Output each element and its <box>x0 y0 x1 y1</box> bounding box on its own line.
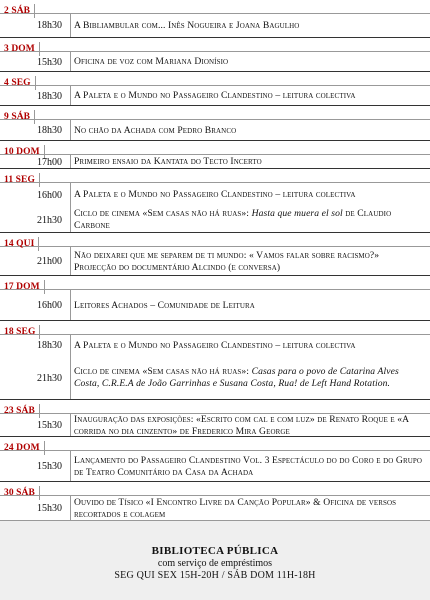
day-header <box>0 482 430 496</box>
day-block <box>0 482 430 521</box>
event-time: 17h00 <box>37 156 62 168</box>
day-header <box>0 321 430 335</box>
day-label: 18 SEG <box>0 325 40 339</box>
film-title: Hasta que muera el sol <box>251 208 343 219</box>
event-row <box>0 183 430 207</box>
day-label: 23 SÁB <box>0 404 40 418</box>
library-title: BIBLIOTECA PÚBLICA <box>151 545 279 557</box>
event-time: 15h30 <box>37 56 62 68</box>
event-row <box>0 496 430 521</box>
day-header <box>0 106 430 120</box>
event-description <box>66 340 430 352</box>
event-text: Ciclo de cinema «Sem casas não há ruas»: <box>74 208 252 219</box>
event-time: 15h30 <box>37 420 62 431</box>
day-label: 30 SÁB <box>0 486 40 500</box>
day-block <box>0 437 430 482</box>
event-time: 21h30 <box>37 372 62 384</box>
event-description <box>66 90 430 102</box>
day-label: 4 SEG <box>0 76 36 90</box>
library-subtitle: com serviço de empréstimos <box>157 558 273 569</box>
event-description <box>66 497 430 521</box>
event-row <box>0 120 430 141</box>
day-label: 9 SÁB <box>0 110 35 124</box>
day-block <box>0 38 430 72</box>
event-row <box>0 414 430 437</box>
day-block <box>0 169 430 233</box>
day-block <box>0 321 430 400</box>
event-time: 21h00 <box>37 256 62 267</box>
day-label: 14 QUI <box>0 237 39 251</box>
day-block <box>0 276 430 321</box>
event-row <box>0 52 430 72</box>
day-label: 24 DOM <box>0 441 45 455</box>
day-label: 17 DOM <box>0 280 45 294</box>
library-info <box>0 520 430 600</box>
library-hours: SEG QUI SEX 15H-20H / SÁB DOM 11H-18H <box>114 570 316 581</box>
event-text: Leitores Achados – Comunidade de Leitura <box>74 299 255 311</box>
event-description <box>66 300 430 312</box>
day-block <box>0 233 430 276</box>
day-header <box>0 437 430 451</box>
event-time: 18h30 <box>37 340 62 351</box>
day-header <box>0 38 430 52</box>
event-text: A Paleta e o Mundo no Passageiro Clandestino – leitura colectiva <box>74 339 356 351</box>
event-time: 18h30 <box>37 90 62 102</box>
event-time: 18h30 <box>37 125 62 136</box>
day-header <box>0 400 430 414</box>
day-header <box>0 233 430 247</box>
day-block <box>0 106 430 141</box>
event-row <box>0 335 430 356</box>
event-text: A Bibliambular com... Inês Nogueira e Joana Bagulho <box>74 19 300 31</box>
event-row <box>0 207 430 233</box>
day-label: 10 DOM <box>0 145 45 159</box>
event-text: de Claudio Carbone <box>74 208 392 231</box>
day-header <box>0 276 430 290</box>
event-text: Primeiro ensaio da Kantata do Tecto Incerto <box>74 156 262 167</box>
event-description <box>66 414 430 438</box>
event-row <box>0 86 430 106</box>
event-description <box>66 366 430 390</box>
day-header <box>0 72 430 86</box>
day-block <box>0 141 430 169</box>
day-label: 3 DOM <box>0 42 40 56</box>
event-text: Lançamento do Passageiro Clandestino Vol. 3 Espectáculo do do Coro e do Grupo de Teatro Comunitário da Casa da Achada <box>74 454 423 478</box>
event-time: 21h30 <box>37 214 62 226</box>
film-title: Casas para o povo de Catarina Alves Costa, C.R.E.A de João Garrinhas e Susana Costa, Rua! de Left Hand Rotation. <box>74 366 399 389</box>
event-row <box>0 14 430 37</box>
day-header <box>0 169 430 183</box>
event-row <box>0 290 430 321</box>
day-header <box>0 0 430 14</box>
event-description <box>66 250 430 274</box>
day-label: 11 SEG <box>0 173 40 187</box>
event-time: 18h30 <box>37 20 62 31</box>
event-time: 15h30 <box>37 503 62 514</box>
event-description <box>66 455 430 479</box>
event-text: Oficina de voz com Mariana Dionísio <box>74 56 229 67</box>
event-description <box>66 56 430 68</box>
day-block <box>0 72 430 106</box>
event-row <box>0 155 430 169</box>
event-time: 16h00 <box>37 189 62 201</box>
event-text: Ciclo de cinema «Sem casas não há ruas»: <box>74 366 252 377</box>
event-text: Não deixarei que me separem de ti mundo: « Vamos falar sobre racismo?» Projecção do documentário Alcindo (e conversa) <box>74 249 380 273</box>
event-text: Inauguração das exposições: «Escrito com cal e com luz» de Renato Roque e «A corrida no dia cinzento» de Frederico Mira George <box>74 413 409 437</box>
event-text: A Paleta e o Mundo no Passageiro Clandestino – leitura colectiva <box>74 189 356 200</box>
event-row <box>0 356 430 400</box>
event-text: No chão da Achada com Pedro Branco <box>74 124 237 136</box>
day-label: 2 SÁB <box>0 4 35 18</box>
day-header <box>0 141 430 155</box>
event-description <box>66 125 430 137</box>
event-description <box>66 208 430 232</box>
day-block <box>0 0 430 38</box>
event-time: 15h30 <box>37 461 62 472</box>
event-description <box>66 189 430 201</box>
event-row <box>0 247 430 276</box>
event-row <box>0 451 430 482</box>
day-block <box>0 400 430 437</box>
event-time: 16h00 <box>37 300 62 311</box>
event-description <box>66 20 430 32</box>
event-description <box>66 156 430 168</box>
event-text: Ouvido de Tísico «I Encontro Livre da Canção Popular» & Oficina de versos recortados e colagem <box>74 496 397 520</box>
event-text: A Paleta e o Mundo no Passageiro Clandestino – leitura colectiva <box>74 90 356 101</box>
